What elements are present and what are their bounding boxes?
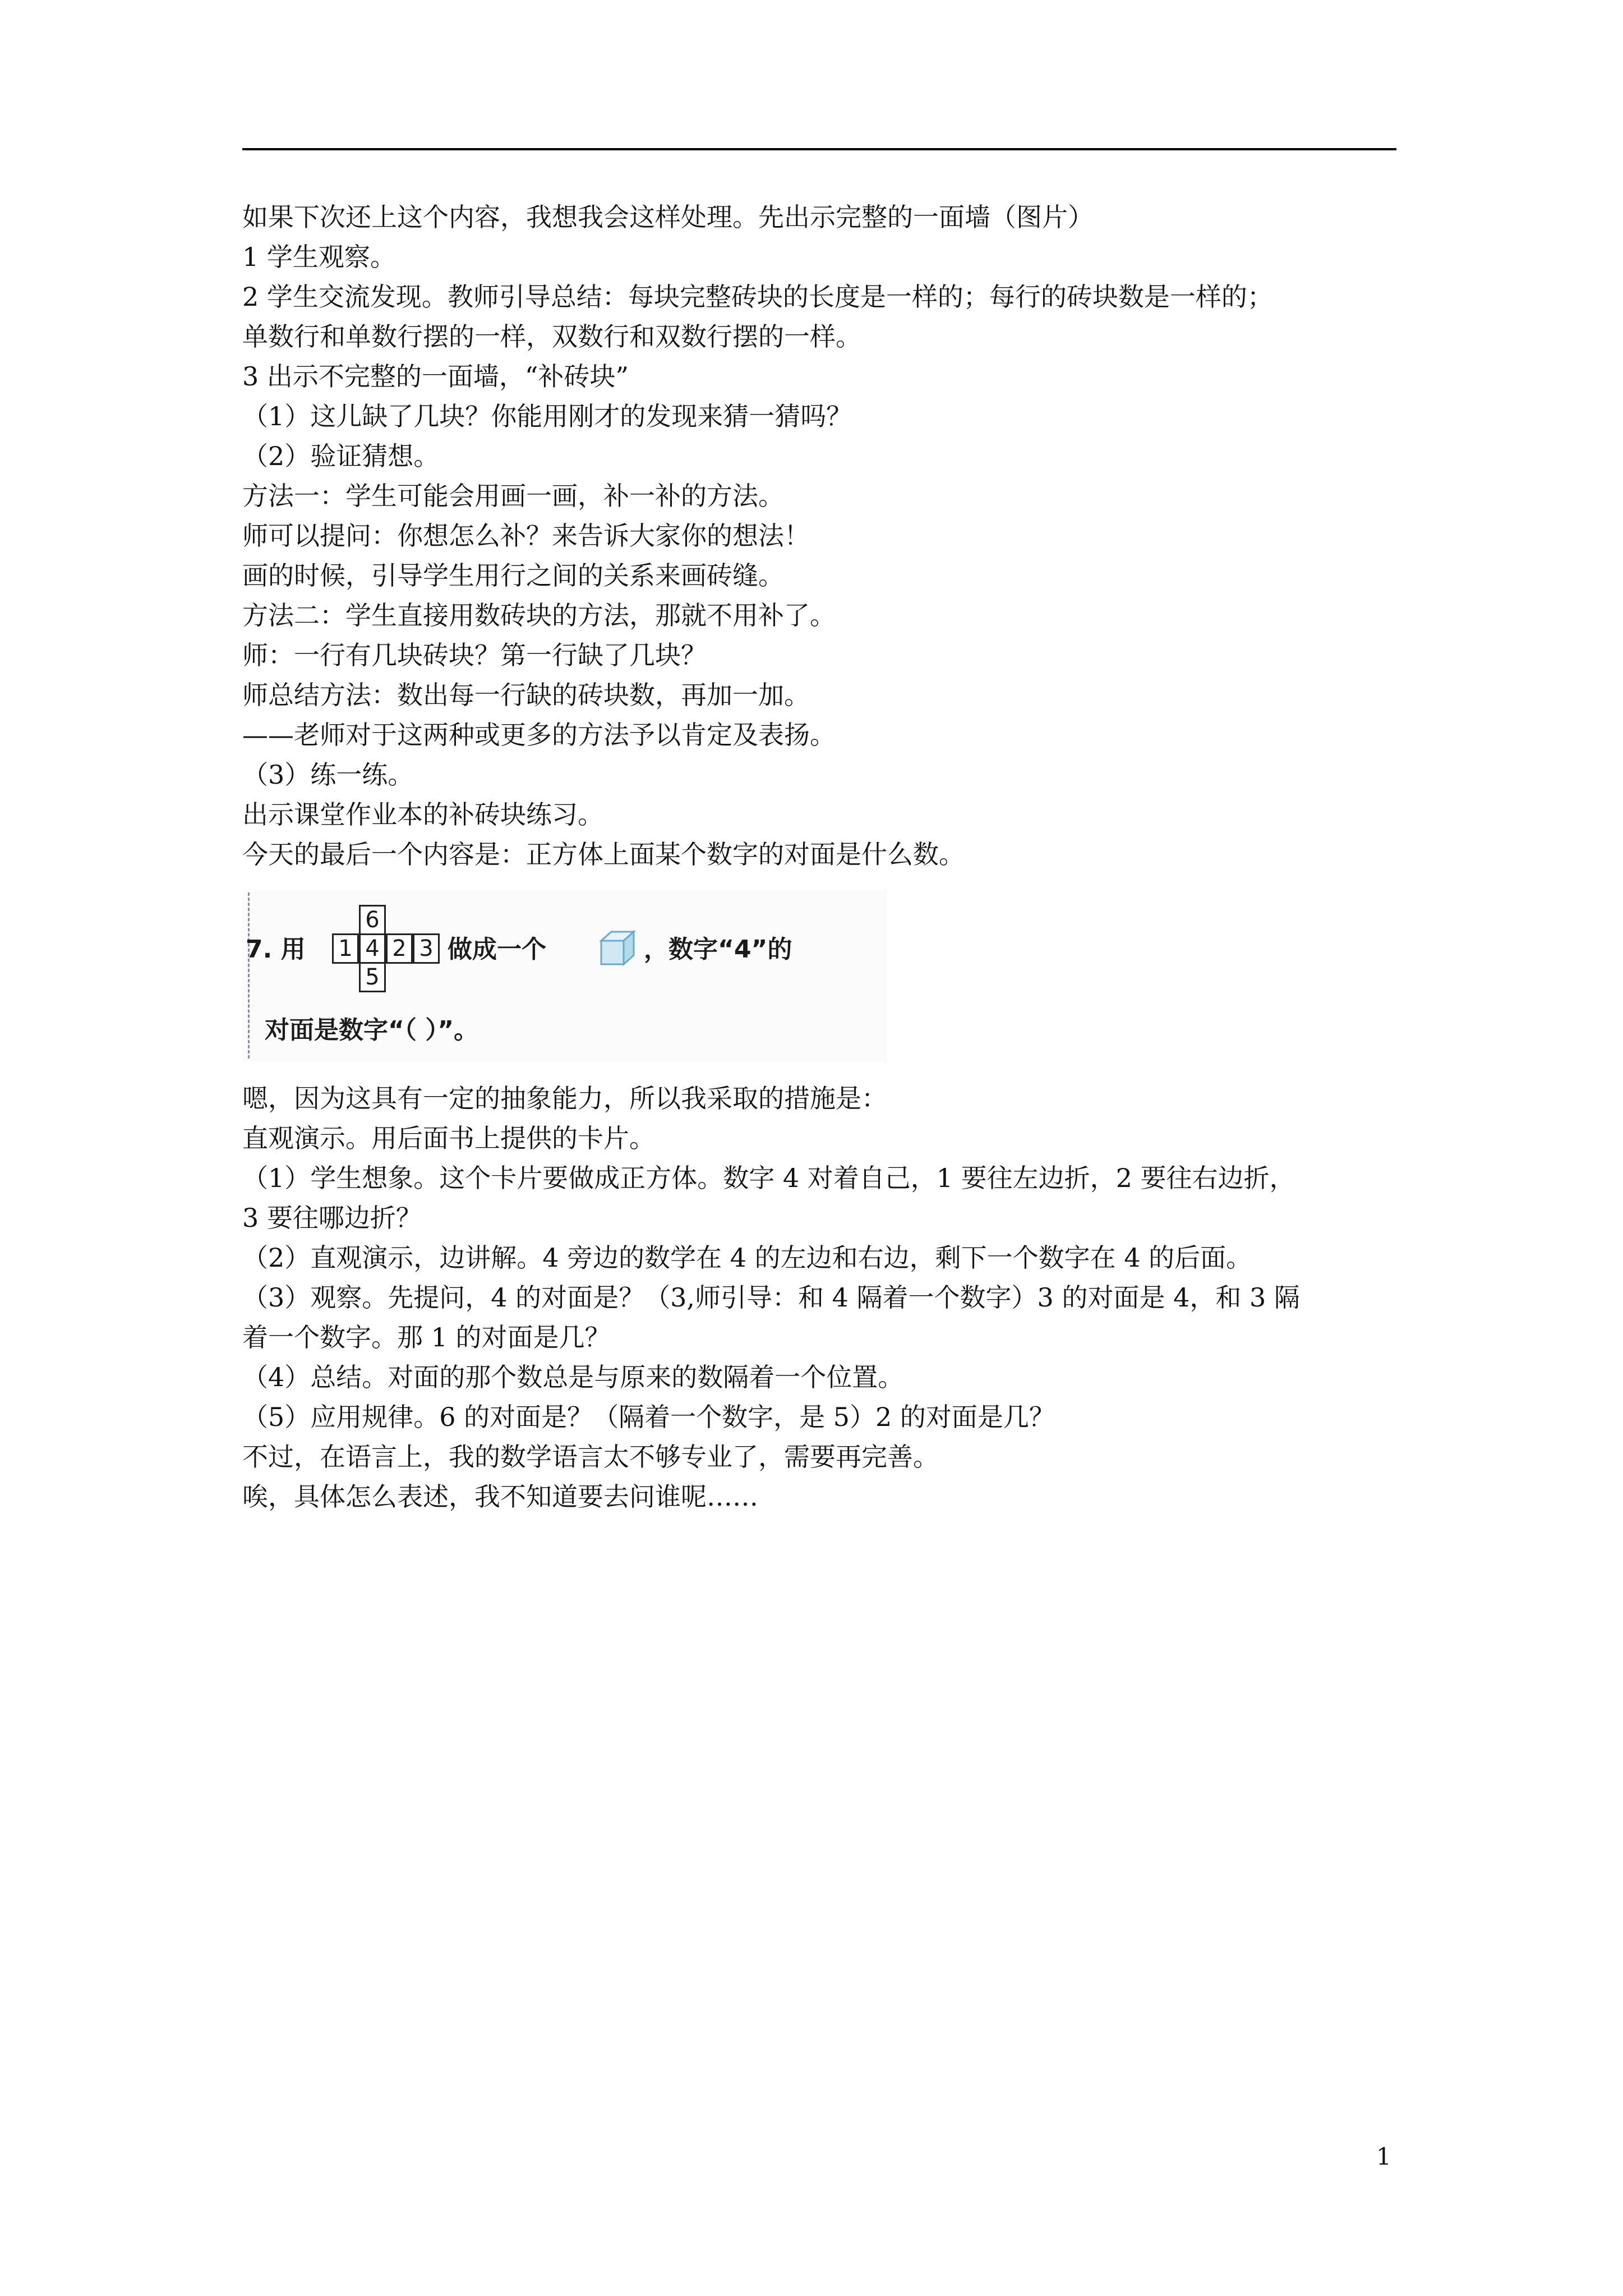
net-cell: 1 [332, 933, 359, 964]
text-line: 3 出示不完整的一面墙，“补砖块” [242, 361, 629, 392]
text-line: （3）练一练。 [242, 760, 414, 790]
text-line: 画的时候，引导学生用行之间的关系来画砖缝。 [242, 560, 784, 591]
text-line: 师总结方法：数出每一行缺的砖块数，再加一加。 [242, 680, 810, 710]
text-line: 今天的最后一个内容是：正方体上面某个数字的对面是什么数。 [242, 839, 965, 869]
text-line: 方法一：学生可能会用画一画，补一补的方法。 [242, 481, 784, 511]
text-line: 2 学生交流发现。教师引导总结：每块完整砖块的长度是一样的；每行的砖块数是一样的； [242, 282, 1273, 312]
net-cell-bottom: 5 [359, 962, 386, 992]
page-number: 1 [1376, 2143, 1391, 2170]
exercise-suffix: ，数字“4”的 [644, 935, 792, 964]
net-cell: 2 [386, 933, 413, 964]
text-line: 3 要往哪边折？ [242, 1203, 422, 1233]
text-line: （2）验证猜想。 [242, 441, 440, 471]
cube-icon [598, 928, 638, 969]
paragraphs-after-figure [242, 1079, 1403, 1517]
text-line: 唉，具体怎么表述，我不知道要去问谁呢…… [242, 1481, 758, 1512]
exercise-question: 对面是数字“（ ）”。 [265, 1016, 479, 1045]
text-line: （1）这儿缺了几块？你能用刚才的发现来猜一猜吗？ [242, 401, 852, 431]
text-line: 嗯，因为这具有一定的抽象能力，所以我采取的措施是： [242, 1083, 887, 1114]
text-line: 方法二：学生直接用数砖块的方法，那就不用补了。 [242, 600, 836, 631]
text-line: 如果下次还上这个内容，我想我会这样处理。先出示完整的一面墙（图片） [242, 202, 1094, 232]
net-cell-top: 6 [359, 905, 386, 935]
text-line: （3）观察。先提问，4 的对面是？（3,师引导：和 4 隔着一个数字）3 的对面是 4，和 3 隔 [242, 1282, 1300, 1313]
text-line: 直观演示。用后面书上提供的卡片。 [242, 1123, 655, 1153]
text-line: 出示课堂作业本的补砖块练习。 [242, 799, 603, 830]
header-rule [242, 148, 1396, 150]
exercise-middle: 做成一个 [448, 935, 546, 964]
text-line: 1 学生观察。 [242, 242, 396, 272]
text-line: 单数行和单数行摆的一样，双数行和双数行摆的一样。 [242, 321, 861, 352]
net-cell: 3 [413, 933, 440, 964]
text-line: 师：一行有几块砖块？第一行缺了几块？ [242, 640, 707, 670]
text-line: 着一个数字。那 1 的对面是几？ [242, 1322, 611, 1352]
exercise-figure [242, 889, 887, 1063]
text-line: 不过，在语言上，我的数学语言太不够专业了，需要再完善。 [242, 1442, 939, 1472]
figure-dashed-margin [248, 892, 250, 1059]
text-line: 师可以提问：你想怎么补？来告诉大家你的想法！ [242, 521, 810, 551]
net-cell: 4 [359, 933, 386, 964]
text-line: （5）应用规律。6 的对面是？（隔着一个数字，是 5）2 的对面是几？ [242, 1402, 1055, 1432]
text-line: ——老师对于这两种或更多的方法予以肯定及表扬。 [242, 720, 836, 750]
text-line: （4）总结。对面的那个数总是与原来的数隔着一个位置。 [242, 1362, 904, 1392]
text-line: （1）学生想象。这个卡片要做成正方体。数字 4 对着自己，1 要往左边折，2 要往右边折， [242, 1163, 1295, 1193]
paragraphs-before-figure [242, 197, 1403, 875]
text-line: （2）直观演示，边讲解。4 旁边的数学在 4 的左边和右边，剩下一个数字在 4 的后面。 [242, 1243, 1252, 1273]
exercise-prefix: 7. 用 [246, 935, 306, 964]
document-body [242, 197, 1403, 1517]
